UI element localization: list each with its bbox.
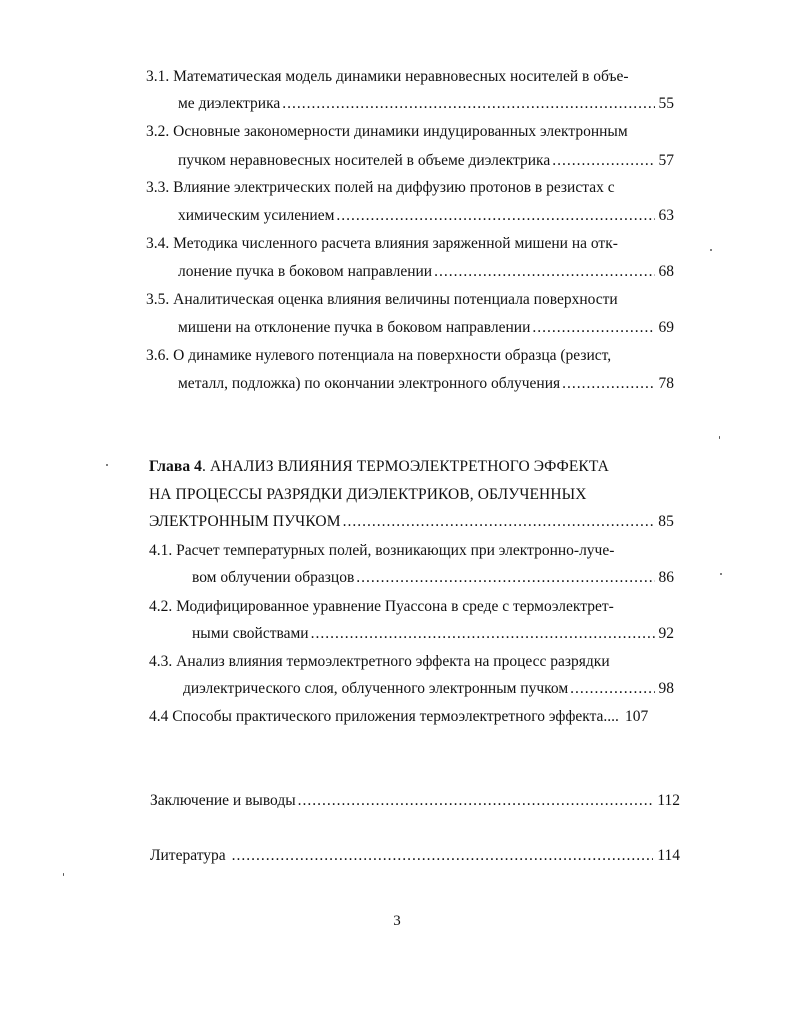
chapter-title: . АНАЛИЗ ВЛИЯНИЯ ТЕРМОЭЛЕКТРЕТНОГО ЭФФЕКТА [202, 458, 609, 475]
page-ref: 68 [658, 263, 674, 280]
toc-leader-line [149, 512, 674, 532]
dot-leader [356, 568, 654, 588]
toc-leader-line [178, 151, 674, 171]
toc-line: металл, подложка) по окончании электронного облучения [178, 375, 561, 392]
page-ref: 55 [658, 95, 674, 112]
dot-leader [282, 94, 654, 114]
scan-speck [710, 249, 712, 251]
toc-leader-line [183, 679, 674, 699]
dot-leader [298, 791, 654, 811]
toc-line: 3.6. О динамике нулевого потенциала на поверхности образца (резист, [146, 347, 612, 364]
page-ref: 112 [657, 792, 680, 809]
toc-line: 4.4 Способы практического приложения термоэлектретного эффекта.... [149, 708, 619, 725]
scan-speck [720, 573, 722, 575]
toc-line: 3.4. Методика численного расчета влияния заряженной мишени на отк- [146, 235, 618, 252]
toc-entry-conclusion [150, 791, 680, 811]
chapter-title-line [149, 457, 609, 477]
page-ref: 78 [658, 375, 674, 392]
dot-leader [343, 512, 655, 532]
page-ref: 107 [624, 708, 649, 725]
toc-line: Заключение и выводы [150, 792, 296, 809]
toc-line: вом облучении образцов [192, 569, 355, 586]
page-ref: 69 [658, 319, 674, 336]
page-ref: 98 [658, 680, 674, 697]
toc-leader-line [178, 318, 674, 338]
toc-line: Литература [150, 847, 226, 864]
chapter-label: Глава 4 [149, 458, 203, 475]
dot-leader [336, 206, 654, 226]
toc-leader-line [178, 374, 674, 394]
toc-line: 3.3. Влияние электрических полей на диффузию протонов в резистах с [146, 179, 615, 196]
page-ref: 86 [658, 569, 674, 586]
toc-line: 4.1. Расчет температурных полей, возникающих при электронно-луче- [149, 542, 615, 559]
toc-line: 3.5. Аналитическая оценка влияния величины потенциала поверхности [146, 291, 618, 308]
toc-leader-line [178, 94, 674, 114]
dot-leader [562, 374, 654, 394]
toc-leader-line [178, 206, 674, 226]
scan-speck [106, 464, 108, 466]
toc-line: мишени на отклонение пучка в боковом направлении [178, 319, 531, 336]
dot-leader [311, 624, 655, 644]
page-ref: 63 [658, 207, 674, 224]
toc-line: 4.3. Анализ влияния термоэлектретного эффекта на процесс разрядки [149, 653, 610, 670]
page-number: 3 [393, 913, 401, 929]
dot-leader [552, 151, 654, 171]
dot-leader [434, 262, 654, 282]
page-ref: 57 [658, 152, 674, 169]
chapter-title-line: ЭЛЕКТРОННЫМ ПУЧКОМ [149, 513, 341, 530]
toc-entry-4-4 [149, 707, 683, 727]
scan-speck [63, 873, 64, 876]
toc-line: 3.1. Математическая модель динамики неравновесных носителей в объе- [146, 68, 629, 85]
toc-line: химическим усилением [178, 207, 335, 224]
toc-line: диэлектрического слоя, облученного электронным пучком [183, 680, 569, 697]
scan-speck [719, 436, 720, 439]
toc-line: ными свойствами [192, 625, 309, 642]
page-ref: 114 [657, 847, 680, 864]
dot-leader [532, 318, 654, 338]
toc-leader-line [192, 624, 674, 644]
dot-leader [232, 846, 654, 866]
toc-line: ме диэлектрика [178, 95, 281, 112]
page-ref: 85 [658, 513, 674, 530]
toc-leader-line [192, 568, 674, 588]
page-ref: 92 [658, 625, 674, 642]
toc-line: лонение пучка в боковом направлении [178, 263, 433, 280]
toc-line: 3.2. Основные закономерности динамики индуцированных электронным [146, 123, 628, 140]
toc-line: 4.2. Модифицированное уравнение Пуассона в среде с термоэлектрет- [149, 598, 614, 615]
toc-leader-line [178, 262, 674, 282]
toc-line: пучком неравновесных носителей в объеме диэлектрика [178, 152, 551, 169]
toc-entry-literature [150, 846, 680, 866]
chapter-title-line: НА ПРОЦЕССЫ РАЗРЯДКИ ДИЭЛЕКТРИКОВ, ОБЛУЧЕННЫХ [149, 486, 587, 503]
dot-leader [570, 679, 654, 699]
